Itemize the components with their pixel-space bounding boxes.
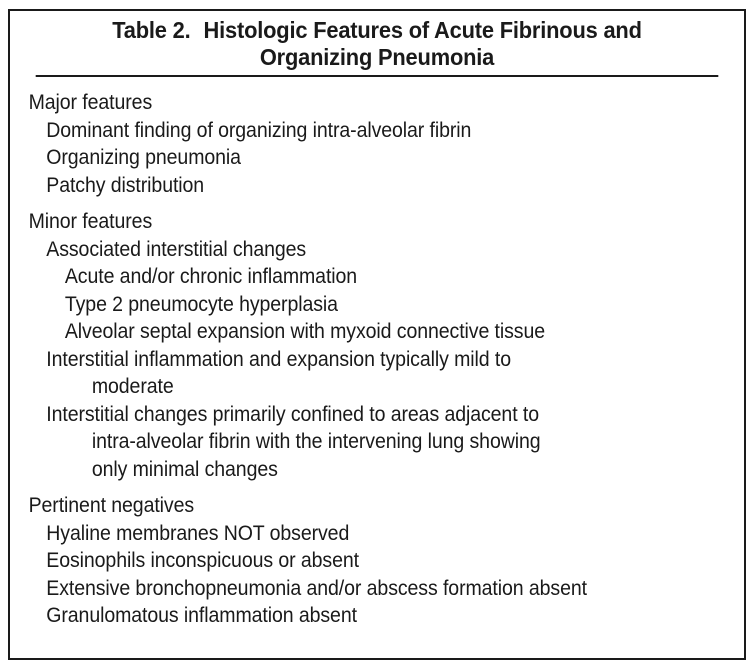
sub-list-item: Type 2 pneumocyte hyperplasia <box>64 292 338 316</box>
table-title-line-2: Organizing Pneumonia <box>259 44 495 70</box>
sub-list-item: Alveolar septal expansion with myxoid connective tissue <box>64 320 546 343</box>
list-item: Interstitial changes primarily confined to areas adjacent to <box>46 402 539 426</box>
table-number: Table 2. <box>112 17 191 43</box>
histologic-features-table <box>8 9 746 660</box>
list-item: Associated interstitial changes <box>46 237 307 261</box>
list-item: Extensive bronchopneumonia and/or abscess formation absent <box>46 576 587 600</box>
list-item: Patchy distribution <box>46 173 205 197</box>
section-heading: Minor features <box>28 210 153 233</box>
section-major-features <box>10 89 744 199</box>
list-item: Granulomatous inflammation absent <box>46 604 357 627</box>
list-item-continuation: only minimal changes <box>91 457 278 481</box>
section-heading: Major features <box>28 91 153 114</box>
table-title-text-1: Histologic Features of Acute Fibrinous and <box>203 17 642 43</box>
list-item: Organizing pneumonia <box>46 146 241 169</box>
sub-list-item: Acute and/or chronic inflammation <box>64 265 358 288</box>
section-pertinent-negatives <box>10 492 744 630</box>
list-item: Interstitial inflammation and expansion typically mild to <box>46 347 512 371</box>
table-body <box>10 77 744 630</box>
list-item: Dominant finding of organizing intra-alveolar fibrin <box>46 118 472 142</box>
table-title <box>36 11 719 77</box>
list-item-continuation: moderate <box>91 375 174 398</box>
section-minor-features <box>10 208 744 483</box>
section-heading: Pertinent negatives <box>28 494 195 517</box>
table-title-line-1 <box>36 17 719 44</box>
list-item: Hyaline membranes NOT observed <box>46 521 350 545</box>
list-item-continuation: intra-alveolar fibrin with the intervening lung showing <box>91 430 541 453</box>
list-item: Eosinophils inconspicuous or absent <box>46 549 359 572</box>
